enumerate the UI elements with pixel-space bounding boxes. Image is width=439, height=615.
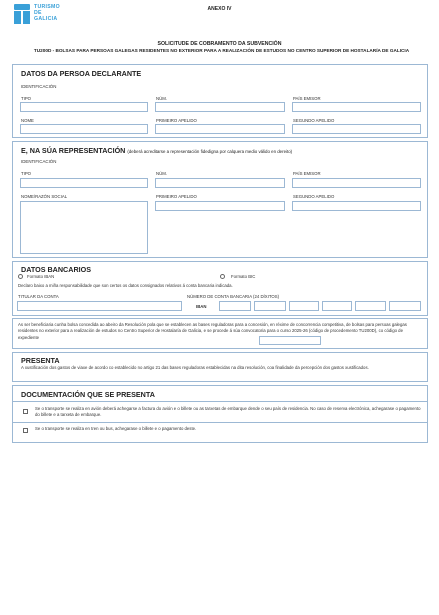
account-holder-field[interactable] (17, 301, 182, 311)
representation-identification-heading: IDENTIFICACIÓN (21, 159, 57, 164)
account-digits-field-6[interactable] (389, 301, 421, 311)
declarant-surname1-field[interactable] (155, 124, 285, 134)
bank-declaration: Declaro baixo a miña responsabilidade que son certos os datos consignados relativos á conta bancaria indicada. (18, 283, 233, 288)
account-digits-field-4[interactable] (322, 301, 352, 311)
annex-label: ANEXO IV (207, 6, 232, 12)
documentation-divider-mid (13, 422, 427, 423)
present-title: PRESENTA (21, 356, 60, 365)
account-digits-field-5[interactable] (355, 301, 386, 311)
bank-section (12, 261, 428, 316)
declarant-type-label: TIPO (21, 96, 32, 101)
beneficiary-text: As ser beneficiaria cunha bolsa concedida ao abeiro da Resolución pola que se establecen as bases reguladoras para a concesión, en réxime de concorrencia competitiva, de bolsas para persoas galegas residentes no exterior para a realización de estudos no Centro Superior de Hostalaría de Galicia, e se procede á súa convocatoria para o curso 2025-26 (código de procedemento TU200D), co código de expediente (18, 322, 407, 340)
account-digits-field-3[interactable] (289, 301, 319, 311)
form-title: SOLICITUDE DE COBRAMENTO DA SUBVENCIÓN (157, 41, 282, 47)
declarant-num-field[interactable] (155, 102, 285, 112)
declarant-name-label: NOME (21, 118, 34, 123)
rep-type-label: TIPO (21, 171, 32, 176)
documentation-section (12, 385, 428, 443)
declarant-surname2-label: SEGUNDO APELIDO (293, 118, 335, 123)
present-text: A xustificación dos gastos de viaxe de acordo co establecido no artigo 21 das bases reguladoras establecidas na dita resolución, coa finalidade da percepción dos gastos xustificados. (21, 365, 369, 370)
declarant-num-label: NÚM. (156, 96, 167, 101)
declarant-title: DATOS DA PERSOA DECLARANTE (21, 69, 142, 78)
form-subtitle: TU200D - BOLSAS PARA PERSOAS GALEGAS RESIDENTES NO EXTERIOR PARA A REALIZACIÓN DE ESTUDOS NO CENTRO SUPERIOR DE HOSTALARÍA DE GALICIA (33, 48, 410, 53)
declarant-country-field[interactable] (292, 102, 421, 112)
account-digits-field-2[interactable] (254, 301, 286, 311)
account-holder-label: TITULAR DA CONTA (18, 294, 59, 299)
declarant-surname1-label: PRIMEIRO APELIDO (156, 118, 197, 123)
doc-item-train-text: Se o transporte se realiza en tren ou bus, achegarase o billete e o pagamento deste. (35, 426, 197, 431)
declarant-type-field[interactable] (20, 102, 148, 112)
declarant-identification-heading: IDENTIFICACIÓN (21, 84, 57, 89)
rep-surname1-label: PRIMEIRO APELIDO (156, 194, 197, 199)
doc-item-plane-text: Se o transporte se realiza en avión deberá achegarse a factura do avión e o billete ou as tarxetas de embarque dende o seu país de residencia. No caso de reserva electrónica, achegarase o pagamento do billete e a tarxeta de embarque. (35, 406, 421, 418)
bic-radio[interactable] (220, 274, 225, 279)
present-section (12, 352, 428, 382)
declarant-surname2-field[interactable] (292, 124, 421, 134)
rep-surname1-field[interactable] (155, 201, 285, 211)
rep-surname2-field[interactable] (292, 201, 421, 211)
iban-radio[interactable] (18, 274, 23, 279)
documentation-divider-top (13, 401, 427, 402)
declarant-section (12, 64, 428, 138)
bank-title: DATOS BANCARIOS (21, 265, 92, 274)
rep-name-label: NOME/RAZÓN SOCIAL (21, 194, 68, 199)
iban-prefix-label: IBAN (196, 304, 207, 309)
representation-title: E, NA SÚA REPRESENTACIÓN (deberá acreditarse a representación fidedigna por calquera medio válido en dereito) (21, 146, 293, 155)
rep-type-field[interactable] (20, 178, 148, 188)
rep-num-field[interactable] (155, 178, 285, 188)
rep-country-label: PAÍS EMISOR (293, 171, 321, 176)
expedient-code-field[interactable] (259, 336, 321, 345)
documentation-title: DOCUMENTACIÓN QUE SE PRESENTA (21, 390, 155, 399)
account-digits-field-1[interactable] (219, 301, 251, 311)
rep-name-field[interactable] (20, 201, 148, 254)
rep-country-field[interactable] (292, 178, 421, 188)
iban-option-label: Formato IBAN (27, 274, 55, 279)
doc-item-plane-checkbox[interactable] (23, 409, 28, 414)
rep-num-label: NÚM. (156, 171, 167, 176)
representation-section (12, 141, 428, 258)
beneficiary-section (12, 318, 428, 349)
doc-item-train-checkbox[interactable] (23, 428, 28, 433)
declarant-country-label: PAÍS EMISOR (293, 96, 321, 101)
bic-option-label: Formato BIC (231, 274, 256, 279)
account-number-label: NÚMERO DE CONTA BANCARIA (24 DÍXITOS) (187, 294, 280, 299)
rep-surname2-label: SEGUNDO APELIDO (293, 194, 335, 199)
logo-text: TURISMO DE GALICIA (34, 4, 61, 22)
declarant-name-field[interactable] (20, 124, 148, 134)
representation-note: (deberá acreditarse a representación fidedigna por calquera medio válido en dereito) (127, 149, 293, 154)
